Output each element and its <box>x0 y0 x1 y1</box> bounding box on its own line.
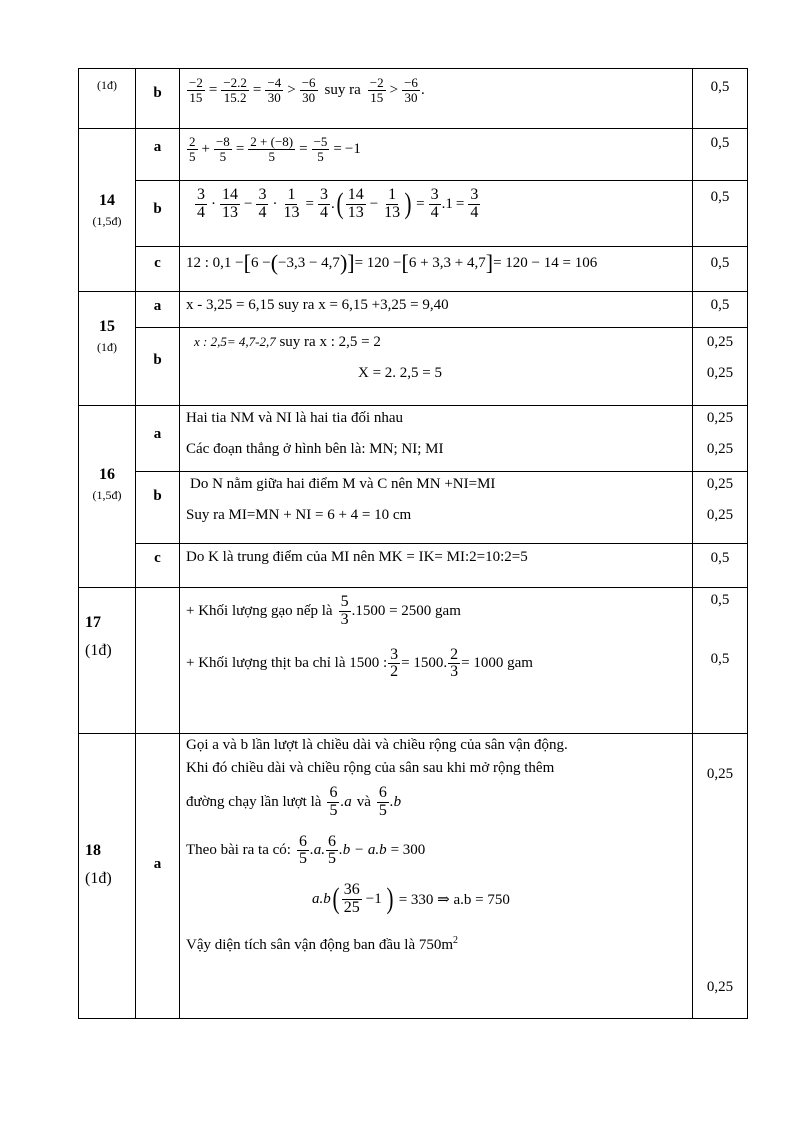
q18-number: 18 <box>85 842 101 859</box>
frac: $\frac{6}{5}$ <box>298 832 307 868</box>
q15-b-scores <box>693 328 748 406</box>
frac: $\frac{3}{4}$ <box>319 186 328 221</box>
q15-b-line1 <box>180 328 692 351</box>
q18-points: (1đ) <box>85 870 112 887</box>
frac: $\frac{-6}{30}$ <box>301 75 316 105</box>
answer-table <box>78 68 748 1019</box>
q15-b-text1-rest: suy ra x : 2,5 = 2 <box>279 334 381 350</box>
q18-row-a <box>79 734 748 1019</box>
q16-b-score2: 0,25 <box>706 507 734 523</box>
q15-number: 15 <box>99 318 115 335</box>
q16-cell <box>79 406 136 588</box>
q16-points: (1,5đ) <box>92 488 122 502</box>
q17-score2: 0,5 <box>710 651 730 667</box>
q15-cell <box>79 292 136 406</box>
frac: $\frac{3}{4}$ <box>430 186 439 221</box>
frac: $\frac{6}{5}$ <box>329 784 338 819</box>
q16-c-text: Do K là trung điểm của MI nên MK = IK= MI:2=10:2=5 <box>180 544 693 588</box>
q14-points: (1,5đ) <box>92 213 122 228</box>
q15-b-score1: 0,25 <box>706 334 734 350</box>
q18-line4: Theo bài ra ta có: $\frac{6}{5}$ .a. $\frac{6}{5}$ .b − a.b = 300 <box>186 832 426 868</box>
q14-row-c <box>79 247 748 292</box>
q18-line5-end: = 330 ⇒ a.b = 750 <box>398 891 510 908</box>
q18-line4-text: Theo bài ra ta có: <box>186 842 291 859</box>
frac: $\frac{3}{2}$ <box>390 645 399 681</box>
q15-points: (1đ) <box>97 340 117 354</box>
frac: $\frac{-2}{15}$ <box>189 75 203 105</box>
q18-cell <box>79 734 136 1019</box>
frac: $\frac{-5}{5}$ <box>313 134 328 164</box>
q16-a-score2: 0,25 <box>706 441 734 457</box>
q16-row-a <box>79 406 748 472</box>
frac: $\frac{1}{13}$ <box>384 186 401 221</box>
q17-cell <box>79 588 136 734</box>
q18-score1: 0,25 <box>706 766 734 782</box>
q15-b-text2: X = 2. 2,5 = 5 <box>358 365 443 381</box>
q13-b-formula: $\frac{-2}{15}$ = $\frac{-2.2}{15.2}$ = $\frac{-4}{30}$ > $\frac{-6}{30}$ suy ra $\frac{-2}{15}$ > $\frac{-6}{30}$ . <box>189 75 425 105</box>
q16-row-c <box>79 544 748 588</box>
q14-b-formula: $\frac{3}{4}$ · $\frac{14}{13}$ − $\frac{3}{4}$ · $\frac{1}{13}$ = $\frac{3}{4}$ . ( $\frac{14}{13}$ − $\frac{1}{13}$ ) = $\frac{3}{4}$ .1 = $\frac{3}{4}$ <box>197 186 479 221</box>
frac: $\frac{-4}{30}$ <box>267 75 282 105</box>
q18-scores <box>693 734 748 1019</box>
q14-c-content <box>180 247 693 292</box>
q17-line1 <box>180 588 692 629</box>
q13-cell <box>79 69 136 129</box>
frac: $\frac{36}{25}$ <box>343 881 360 916</box>
frac: $\frac{3}{4}$ <box>470 186 479 221</box>
q13-b-text: suy ra <box>324 81 361 98</box>
q16-a-text2: Các đoạn thẳng ở hình bên là: MN; NI; MI <box>186 441 444 457</box>
q16-row-b <box>79 472 748 544</box>
q15-row-b <box>79 328 748 406</box>
frac: $\frac{-8}{5}$ <box>215 134 230 164</box>
q14-row-b <box>79 181 748 247</box>
q17-points: (1đ) <box>85 642 112 659</box>
q14-c-label: c <box>136 247 180 292</box>
q18-line3-text: đường chạy lần lượt là <box>186 793 322 810</box>
q15-a-score: 0,5 <box>693 292 748 328</box>
q18-score2: 0,25 <box>706 979 734 995</box>
frac: $\frac{3}{4}$ <box>258 186 267 221</box>
q16-number: 16 <box>99 466 115 483</box>
q16-c-label: c <box>136 544 180 588</box>
q14-c-formula: 12 : 0,1 − [ 6 − ( −3,3 − 4,7 ) ] = 120 − [ 6 + 3,3 + 4,7 ] = 120 − 14 = 106 <box>186 250 598 275</box>
q18-line2: Khi đó chiều dài và chiều rộng của sân sau khi mở rộng thêm <box>186 760 555 776</box>
frac: $\frac{2}{3}$ <box>450 645 459 681</box>
q16-a-text1: Hai tia NM và NI là hai tia đối nhau <box>186 410 404 426</box>
frac: $\frac{-2}{15}$ <box>369 75 384 105</box>
q16-b-label: b <box>136 472 180 544</box>
q14-a-formula: $\frac{2}{5}$ + $\frac{-8}{5}$ = $\frac{2 + (-8)}{5}$ = $\frac{-5}{5}$ = −1 <box>189 134 361 164</box>
q18-line6 <box>180 917 692 954</box>
q15-b-content <box>180 328 693 406</box>
q16-a-label: a <box>136 406 180 472</box>
q16-b-scores <box>693 472 748 544</box>
q16-c-score: 0,5 <box>693 544 748 588</box>
q17-number: 17 <box>85 614 101 631</box>
q15-a-text: x - 3,25 = 6,15 suy ra x = 6,15 +3,25 = 9,40 <box>180 292 693 328</box>
q14-c-score: 0,5 <box>693 247 748 292</box>
q14-cell <box>79 129 136 292</box>
q17-line2-text: + Khối lượng thịt ba chỉ là 1500 : <box>186 655 388 672</box>
q17-scores <box>693 588 748 734</box>
q13-b-score: 0,5 <box>693 69 748 129</box>
q17-line2-end: = 1000 gam <box>461 655 533 672</box>
frac: $\frac{3}{4}$ <box>197 186 205 221</box>
frac: $\frac{5}{3}$ <box>340 593 349 628</box>
q13-row-b <box>79 69 748 129</box>
q16-b-text2: Suy ra MI=MN + NI = 6 + 4 = 10 cm <box>186 507 412 523</box>
q18-line6-sup: 2 <box>453 934 459 946</box>
frac: $\frac{14}{13}$ <box>347 186 364 221</box>
q16-b-text1: Do N nằm giữa hai điểm M và C nên MN +NI=MI <box>190 476 496 492</box>
q17-line1-end: .1500 = 2500 gam <box>351 602 461 619</box>
frac: $\frac{6}{5}$ <box>378 784 387 819</box>
q13-b-label: b <box>136 69 180 129</box>
q15-row-a <box>79 292 748 328</box>
frac: $\frac{2 + (-8)}{5}$ <box>250 134 294 164</box>
q16-a-score1: 0,25 <box>706 410 734 426</box>
q18-line6-text: Vậy diện tích sân vận động ban đầu là 750m <box>186 936 454 953</box>
q14-a-label: a <box>136 129 180 181</box>
q14-b-score: 0,5 <box>693 181 748 247</box>
frac: $\frac{6}{5}$ <box>327 832 336 868</box>
q18-line3: đường chạy lần lượt là $\frac{6}{5}$ .a và $\frac{6}{5}$ .b <box>186 784 402 819</box>
q18-line4-end: = 300 <box>390 842 426 859</box>
frac: $\frac{14}{13}$ <box>222 186 238 221</box>
q17-content <box>180 588 693 734</box>
q16-b-score1: 0,25 <box>706 476 734 492</box>
q14-row-a <box>79 129 748 181</box>
q15-b-text1-small: x : 2,5= 4,7-2,7 <box>194 334 276 349</box>
q18-line1: Gọi a và b lần lượt là chiều dài và chiều rộng của sân vận động. <box>186 737 568 753</box>
q17-line1-text: + Khối lượng gạo nếp là <box>186 602 333 619</box>
q13-b-content <box>180 69 693 129</box>
frac: $\frac{-6}{30}$ <box>404 75 418 105</box>
q14-a-score: 0,5 <box>693 129 748 181</box>
q16-b-content <box>180 472 693 544</box>
q15-a-label: a <box>136 292 180 328</box>
q13-points: (1đ) <box>97 78 117 92</box>
q18-line5: a.b ( $\frac{36}{25}$ −1 ) = 330 ⇒ a.b = 750 <box>312 881 510 916</box>
q16-a-scores <box>693 406 748 472</box>
frac: $\frac{-2.2}{15.2}$ <box>223 75 247 105</box>
q15-b-label: b <box>136 328 180 406</box>
q18-line3-and: và <box>356 793 371 810</box>
q14-number: 14 <box>99 191 115 209</box>
q15-b-score2: 0,25 <box>706 365 734 381</box>
frac: $\frac{1}{13}$ <box>283 186 300 221</box>
q14-b-label: b <box>136 181 180 247</box>
q18-a-content <box>180 734 693 1019</box>
q16-a-content <box>180 406 693 472</box>
q17-part-empty <box>136 588 180 734</box>
frac: $\frac{2}{5}$ <box>189 134 196 164</box>
q17-row <box>79 588 748 734</box>
q18-a-label: a <box>136 734 180 1019</box>
q17-line2: + Khối lượng thịt ba chỉ là 1500 : $\frac{3}{2}$ = 1500. $\frac{2}{3}$ = 1000 gam <box>186 645 533 681</box>
q14-a-content <box>180 129 693 181</box>
q17-score1: 0,5 <box>710 592 730 608</box>
q14-b-content <box>180 181 693 247</box>
